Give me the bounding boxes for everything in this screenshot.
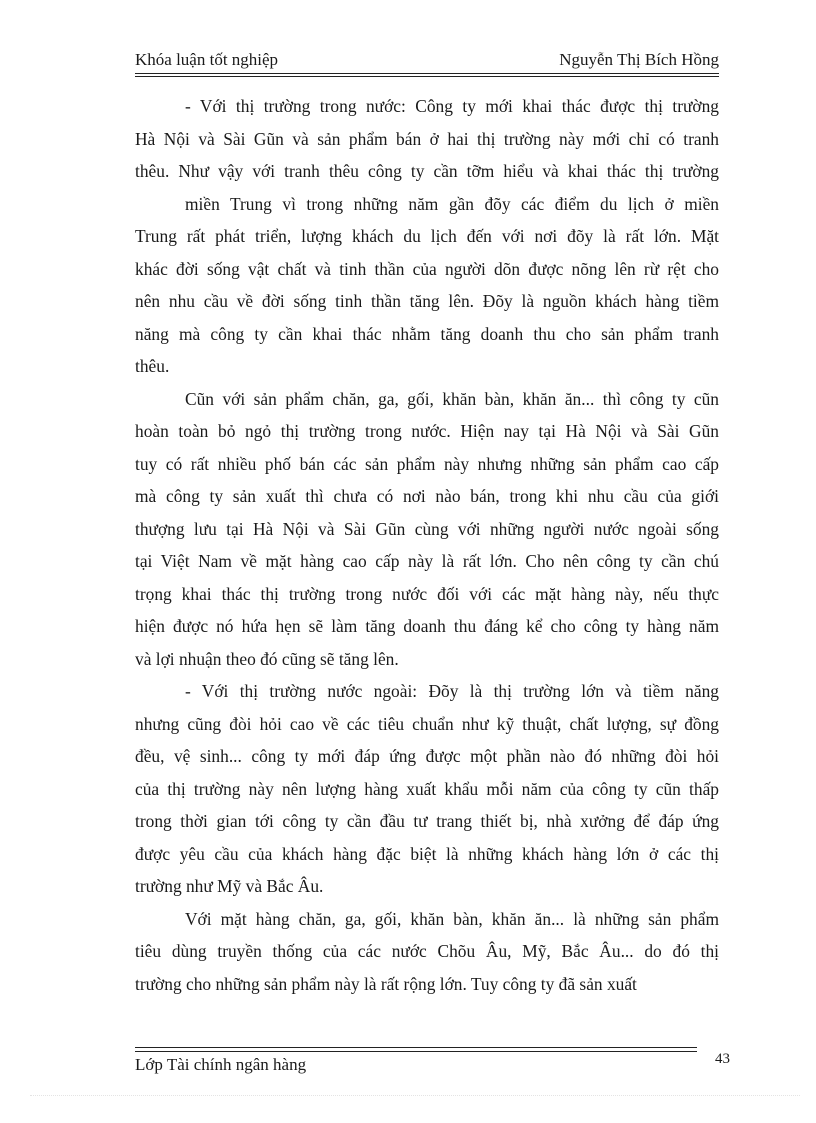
text-line: tại Việt Nam về mặt hàng cao cấp này là rất lớn. Cho nên công ty cần chú — [135, 551, 719, 571]
text-line: trọng khai thác thị trường trong nước đối với các mặt hàng này, nếu thực — [135, 583, 719, 604]
footer-rule — [135, 1047, 697, 1048]
text-line: khác đời sống vật chất và tinh thần của người dõn được nõng lên rừ rệt cho — [135, 258, 719, 279]
text-line: được yêu cầu của khách hàng đặc biệt là những khách hàng lớn ở các thị — [135, 843, 719, 864]
header-author-name: Nguyễn Thị Bích Hồng — [559, 50, 719, 69]
text-line: Hà Nội và Sài Gũn và sản phẩm bán ở hai thị trường này mới chỉ có tranh — [135, 128, 719, 149]
text-line: - Với thị trường nước ngoài: Đõy là thị trường lớn và tiềm năng — [185, 681, 719, 701]
text-line: nhưng cũng đòi hỏi cao về các tiêu chuẩn như kỹ thuật, chất lượng, sự đồng — [135, 713, 719, 734]
header-thesis-title: Khóa luận tốt nghiệp — [135, 50, 279, 69]
text-line: - Với thị trường trong nước: Công ty mới khai thác được thị trường — [185, 96, 719, 116]
text-line: trường như Mỹ và Bắc Âu. — [135, 876, 324, 896]
page-bottom-divider — [30, 1095, 800, 1096]
text-line: Với mặt hàng chăn, ga, gối, khăn bàn, khăn ăn... là những sản phẩm — [185, 908, 719, 929]
text-line: Cũn với sản phẩm chăn, ga, gối, khăn bàn, khăn ăn... thì công ty cũn — [185, 388, 719, 409]
text-line: năng mà công ty cần khai thác nhằm tăng doanh thu cho sản phẩm tranh — [135, 323, 719, 344]
header-rule — [135, 73, 719, 74]
body-text — [135, 90, 719, 1000]
text-line: tuy có rất nhiều phố bán các sản phẩm này nhưng những sản phẩm cao cấp — [135, 453, 719, 474]
page-number: 43 — [715, 1051, 730, 1067]
text-line: và lợi nhuận theo đó cũng sẽ tăng lên. — [135, 648, 399, 669]
text-line: thêu. — [135, 356, 170, 376]
text-line: của thị trường này nên lượng hàng xuất khẩu mỗi năm của công ty cũn thấp — [135, 778, 719, 799]
footer-class-name: Lớp Tài chính ngân hàng — [135, 1055, 307, 1074]
text-line: thượng lưu tại Hà Nội và Sài Gũn cùng với những người nước ngoài sống — [135, 518, 719, 539]
text-line: tiêu dùng truyền thống của các nước Chõu Âu, Mỹ, Bắc Âu... do đó thị — [135, 941, 719, 961]
text-line: mà công ty sản xuất thì chưa có nơi nào bán, trong khi nhu cầu của giới — [135, 486, 719, 506]
text-line: Trung rất phát triển, lượng khách du lịch đến với nơi đõy là rất lớn. Mặt — [135, 226, 719, 246]
text-line: đều, vệ sinh... công ty mới đáp ứng được một phần nào đó những đòi hỏi — [135, 746, 719, 766]
text-line: thêu. Như vậy với tranh thêu công ty cần tỡm hiểu và khai thác thị trường — [135, 161, 719, 181]
text-line: miền Trung vì trong những năm gần đõy các điểm du lịch ở miền — [185, 193, 719, 214]
text-line: trường cho những sản phẩm này là rất rộng lớn. Tuy công ty đã sản xuất — [135, 973, 637, 994]
text-line: hiện được nó hứa hẹn sẽ làm tăng doanh thu đáng kể cho công ty hàng năm — [135, 616, 719, 636]
text-line: hoàn toàn bỏ ngỏ thị trường trong nước. Hiện nay tại Hà Nội và Sài Gũn — [135, 421, 719, 441]
text-line: trong thời gian tới công ty cần đầu tư trang thiết bị, nhà xưởng để đáp ứng — [135, 811, 719, 831]
page-header — [135, 50, 719, 72]
header-rule-double — [135, 76, 719, 77]
footer-rule-double — [135, 1051, 697, 1052]
text-line: nên nhu cầu về đời sống tinh thần tăng lên. Đõy là nguồn khách hàng tiềm — [135, 291, 719, 311]
